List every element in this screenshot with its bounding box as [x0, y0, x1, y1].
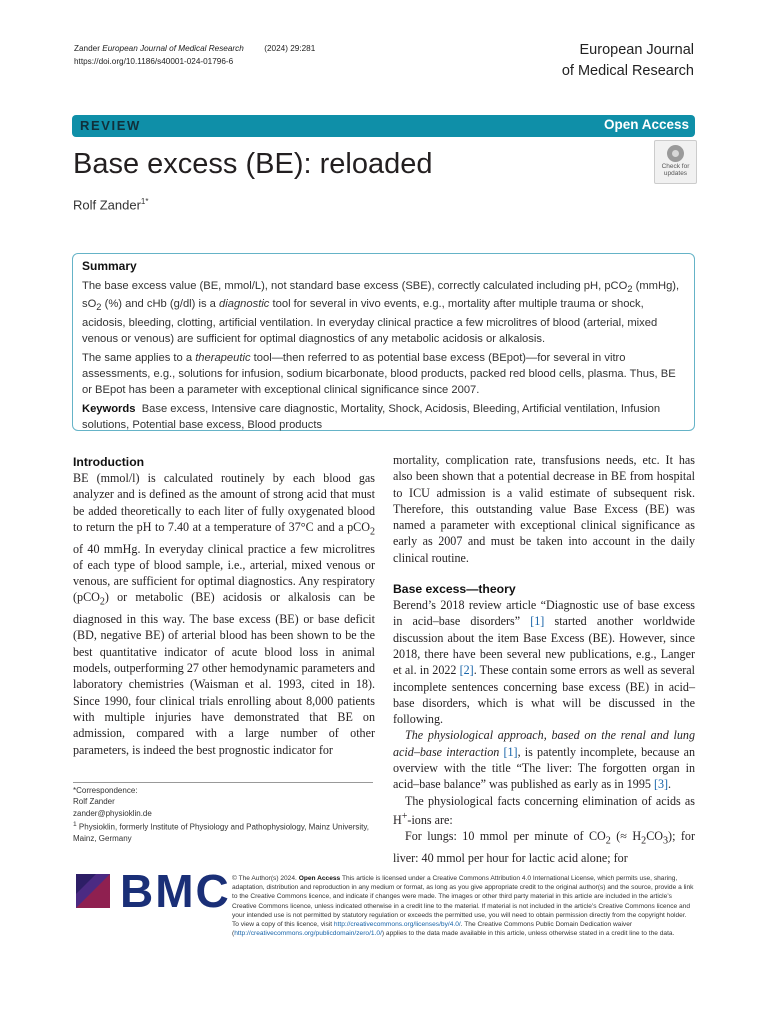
article-type-banner	[72, 115, 695, 137]
theory-heading: Base excess—theory	[393, 582, 516, 597]
public-domain-link[interactable]: http://creativecommons.org/publicdomain/zero/1.0/	[234, 930, 382, 938]
citation-journal: European Journal of Medical Research	[102, 44, 244, 53]
citation-volume: (2024) 29:281	[264, 44, 316, 53]
reference-link[interactable]: [3]	[653, 777, 669, 792]
author-name: Rolf Zander	[73, 197, 141, 213]
open-access-label: Open Access	[603, 117, 689, 132]
reference-link[interactable]: [1]	[530, 614, 545, 629]
citation-author: Zander	[74, 44, 100, 53]
reference-link[interactable]: [1]	[503, 744, 518, 759]
check-updates-line1: Check for	[661, 163, 690, 170]
author-line	[73, 197, 148, 212]
doi-link[interactable]: https://doi.org/10.1186/s40001-024-01796-6	[74, 57, 234, 66]
summary-heading: Summary	[82, 259, 137, 273]
article-title: Base excess (BE): reloaded	[73, 148, 433, 180]
journal-name-line1: European Journal	[579, 42, 694, 58]
theory-paragraph-4: For lungs: 10 mmol per minute of $CO_2$ (≈ $H_2CO_3$); for liver: 40 mmol per hour for lactic acid alone; for	[393, 829, 695, 865]
correspondence-email[interactable]: zander@physioklin.de	[73, 808, 152, 818]
check-updates-line2: updates	[663, 170, 688, 177]
check-for-updates-badge[interactable]	[654, 140, 697, 184]
bmc-logo-text: BMC	[120, 865, 231, 917]
theory-paragraph-1: Berend’s 2018 review article “Diagnostic use of base excess in acid–base disorders” [1] started another worldwide discussion about the item Base Excess (BE). However, since 2018, there have been several new publications, e.g., Langer et al. in 2022 [2]. These contain some errors as well as several incomplete sentences concerning base excess (BE) in acid–base disorders, which is what will be discussed in the following.	[393, 598, 696, 727]
affiliation: $^1$ Physioklin, formerly Institute of Physiology and Pathophysiology, Mainz University, Mainz, Germany	[73, 821, 369, 844]
check-updates-icon	[667, 145, 684, 162]
summary-paragraph-2: The same applies to a therapeutic tool—then referred to as potential base excess (BEpot)—for several in vitro assessments, e.g., solutions for infusion, sodium bicarbonate, blood products, packed red blood cells, plasma. Thus, BE or BEpot has been a parameter with exceptional clinical significance since 2007.	[82, 352, 676, 396]
right-column	[393, 452, 695, 866]
introduction-paragraph: BE (mmol/l) is calculated routinely by each blood gas analyzer and is defined as the amount of strong acid that must be added theoretically to each liter of fully oxygenated blood to return the pH to 7.40 at a temperature of 37°C and a pCO$_2$ of 40 mmHg. In everyday clinical practice a few microlitres of each type of blood sample, i.e., arterial, mixed venous or venous, are sufficient for optimal diagnostics. Any respiratory (pCO$_2$) or metabolic (BE) acidosis or alkalosis can be diagnosed in this way. The base excess (BE) or base deficit (BD, negative BE) of arterial blood has been shown to be the best quantitative indicator of acute blood loss in animal models, outperforming 27 other hemodynamic parameters and laboratory chemistries (Waisman et al. 1993, cited in 18). Since 1990, four clinical trials enrolling about 8,000 patients with multiple injuries have demonstrated that BE on admission, compared with a large number of other parameters, is indeed the best prognostic indicator for	[73, 471, 375, 757]
correspondence-label: *Correspondence:	[73, 786, 138, 795]
check-updates-text	[655, 163, 696, 177]
summary-box	[72, 253, 695, 431]
correspondence-name: Rolf Zander	[73, 797, 115, 807]
author-affiliation-mark: 1*	[140, 197, 149, 206]
bmc-logo-icon	[76, 874, 110, 908]
reference-link[interactable]: [2]	[459, 663, 474, 678]
keywords-list: Base excess, Intensive care diagnostic, Mortality, Shock, Acidosis, Bleeding, Artificial ventilation, Infusion solutions, Potential base excess, Blood products	[82, 403, 661, 431]
theory-paragraph-3: The physiological facts concerning elimination of acids as H+-ions are:	[393, 793, 695, 827]
running-header	[74, 42, 315, 68]
theory-paragraph-2: The physiological approach, based on the renal and lung acid–base interaction [1], is patently incomplete, because an overview with the title “The liver: The forgotten organ in acid–base balance” was published as early as in 1995 [3].	[393, 728, 695, 792]
journal-name-line2: of Medical Research	[561, 63, 694, 79]
introduction-heading: Introduction	[73, 455, 145, 469]
intro-continuation: mortality, complication rate, transfusions needs, etc. It has also been shown that a potential decrease in BE from hospital to ICU admission is a valid estimate of subsequent risk. Therefore, this outstanding value Base Excess (BE) was named a parameter with exceptional clinical significance as early as 2007 and must be taken into account in the daily clinical routine.	[393, 453, 695, 565]
correspondence-footnote	[73, 782, 373, 845]
license-text: © The Author(s) 2024. Open Access This article is licensed under a Creative Commons Attribution 4.0 International License, which permits use, sharing, adaptation, distribution and reproduction in any medium or format, as long as you give appropriate credit to the original author(s) and the source, provide a link to the Creative Commons licence, and indicate if changes were made. The images or other third party material in this article are included in the article’s Creative Commons licence, unless indicated otherwise in a credit line to the material. If material is not included in the article’s Creative Commons licence and your intended use is not permitted by statutory regulation or exceeds the permitted use, you will need to obtain permission directly from the copyright holder. To view a copy of this licence, visit http://creativecommons.org/licenses/by/4.0/. The Creative Commons Public Domain Dedication waiver (http://creativecommons.org/publicdomain/zero/1.0/) applies to the data made available in this article, unless otherwise stated in a credit line to the data.	[232, 875, 694, 938]
citation-line	[74, 42, 315, 55]
keywords-label: Keywords	[82, 403, 136, 416]
summary-paragraph-1: The base excess value (BE, mmol/L), not standard base excess (SBE), correctly calculated including pH, pCO$_2$ (mmHg), $sO_2$ (%) and cHb (g/dl) is a diagnostic tool for several in vivo events, e.g., mortality after multiple trauma or shock, acidosis, bleeding, clotting, artificial ventilation. In everyday clinical practice a few microlitres of blood (arterial, mixed venous or venous) are sufficient for optimal diagnostics of any metabolic acidosis or alkalosis.	[82, 279, 680, 345]
journal-name	[562, 40, 694, 82]
keywords	[82, 402, 685, 433]
article-type: REVIEW	[80, 118, 141, 133]
left-column	[73, 454, 375, 758]
license-link[interactable]: http://creativecommons.org/licenses/by/4.0/	[333, 921, 461, 929]
